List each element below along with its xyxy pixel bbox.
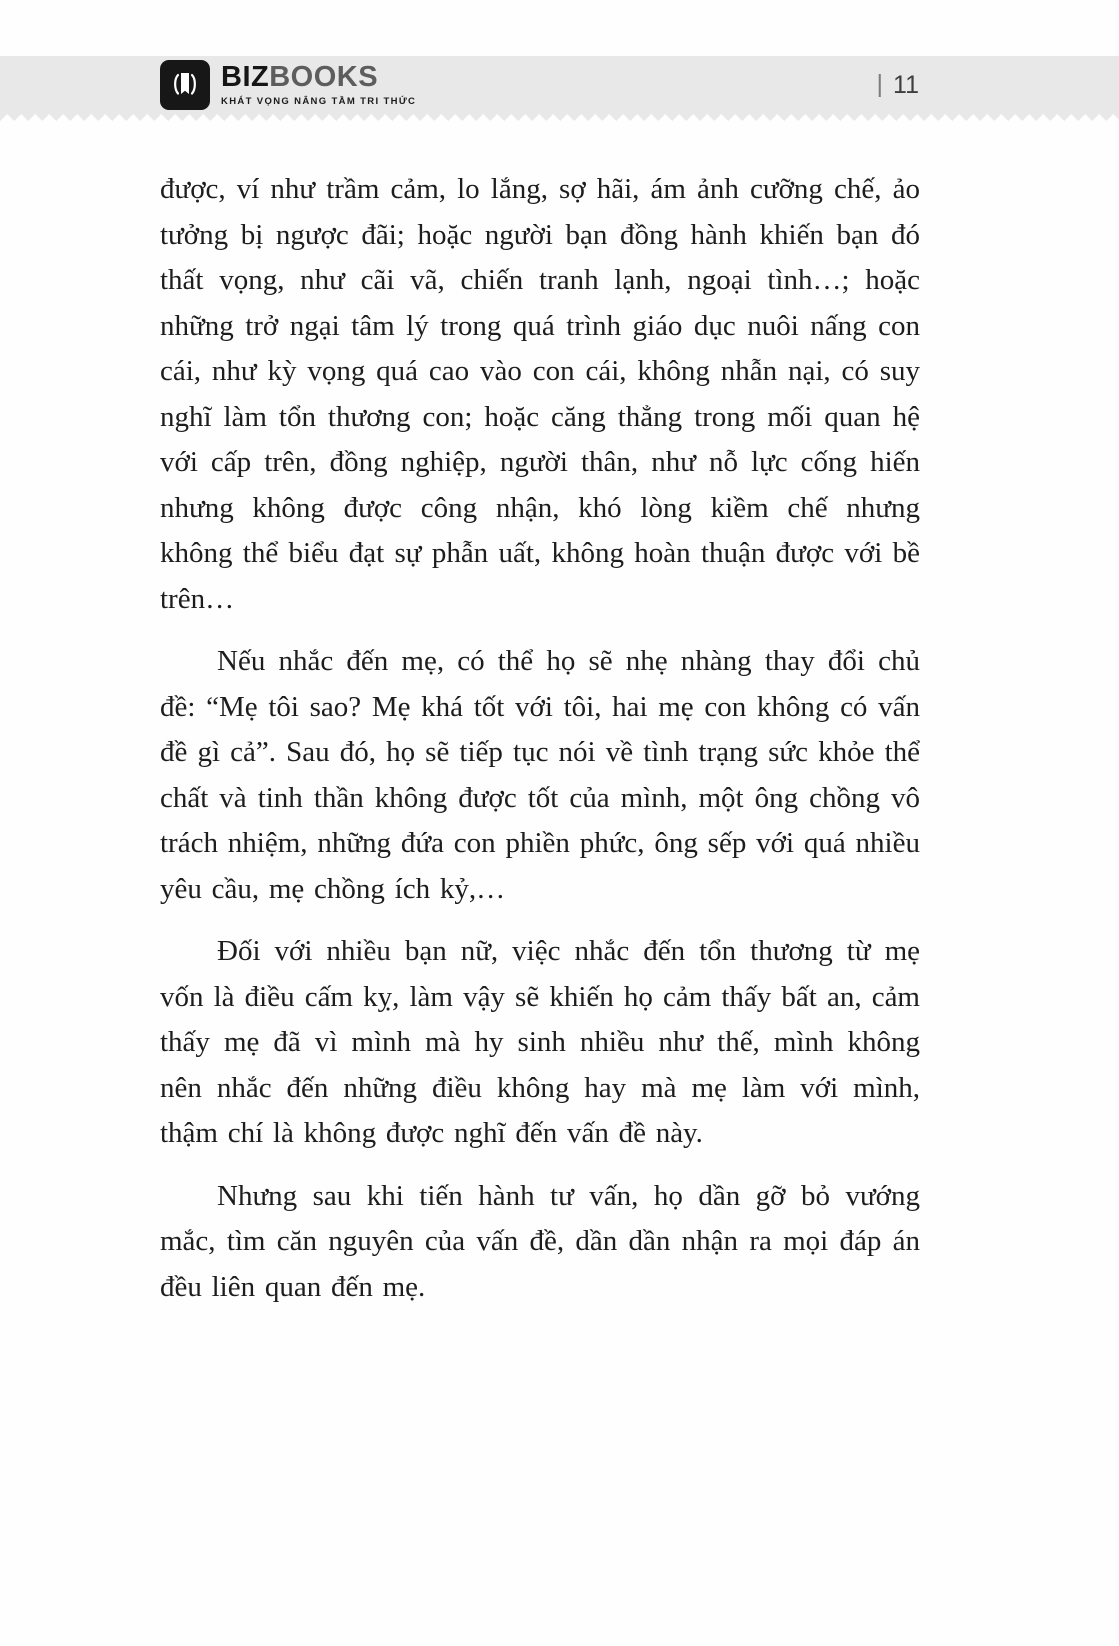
paragraph: Đối với nhiều bạn nữ, việc nhắc đến tổn thương từ mẹ vốn là điều cấm kỵ, làm vậy sẽ khiến họ cảm thấy bất an, cảm thấy mẹ đã vì mình mà hy sinh nhiều như thế, mình không nên nhắc đến những điều không hay mà mẹ làm với mình, thậm chí là không được nghĩ đến vấn đề này.	[160, 935, 920, 1149]
paragraph: được, ví như trầm cảm, lo lắng, sợ hãi, ám ảnh cưỡng chế, ảo tưởng bị ngược đãi; hoặc người bạn đồng hành khiến bạn đó thất vọng, như cãi vã, chiến tranh lạnh, ngoại tình…; hoặc những trở ngại tâm lý trong quá trình giáo dục nuôi nấng con cái, như kỳ vọng quá cao vào con cái, không nhẫn nại, có suy nghĩ làm tổn thương con; hoặc căng thẳng trong mối quan hệ với cấp trên, đồng nghiệp, người thân, như nỗ lực cống hiến nhưng không được công nhận, khó lòng kiềm chế nhưng không thể biểu đạt sự phẫn uất, không hoàn thuận được với bề trên…	[160, 173, 920, 615]
page-content	[0, 121, 1119, 1310]
tear-edge-decoration	[0, 114, 1119, 121]
bizbooks-logo	[160, 60, 416, 110]
brand-name	[221, 63, 416, 92]
paragraph: Nhưng sau khi tiến hành tư vấn, họ dần gỡ bỏ vướng mắc, tìm căn nguyên của vấn đề, dần dần nhận ra mọi đáp án đều liên quan đến mẹ.	[160, 1179, 920, 1303]
brand-books: BOOKS	[269, 61, 379, 94]
page-number	[876, 69, 919, 99]
page-number-divider: |	[876, 69, 884, 98]
brand-biz: BIZ	[221, 61, 270, 94]
page-number-value: 11	[893, 70, 919, 99]
bizbooks-ribbon-icon	[160, 60, 210, 110]
brand-tagline: KHÁT VỌNG NÂNG TẦM TRI THỨC	[221, 96, 417, 108]
header-band	[0, 56, 1119, 114]
brand-text	[221, 63, 416, 107]
page-header	[0, 0, 1119, 121]
paragraph: Nếu nhắc đến mẹ, có thể họ sẽ nhẹ nhàng thay đổi chủ đề: “Mẹ tôi sao? Mẹ khá tốt với tôi, hai mẹ con không có vấn đề gì cả”. Sau đó, họ sẽ tiếp tục nói về tình trạng sức khỏe thể chất và tinh thần không được tốt của mình, một ông chồng vô trách nhiệm, những đứa con phiền phức, ông sếp với quá nhiều yêu cầu, mẹ chồng ích kỷ,…	[160, 645, 920, 905]
